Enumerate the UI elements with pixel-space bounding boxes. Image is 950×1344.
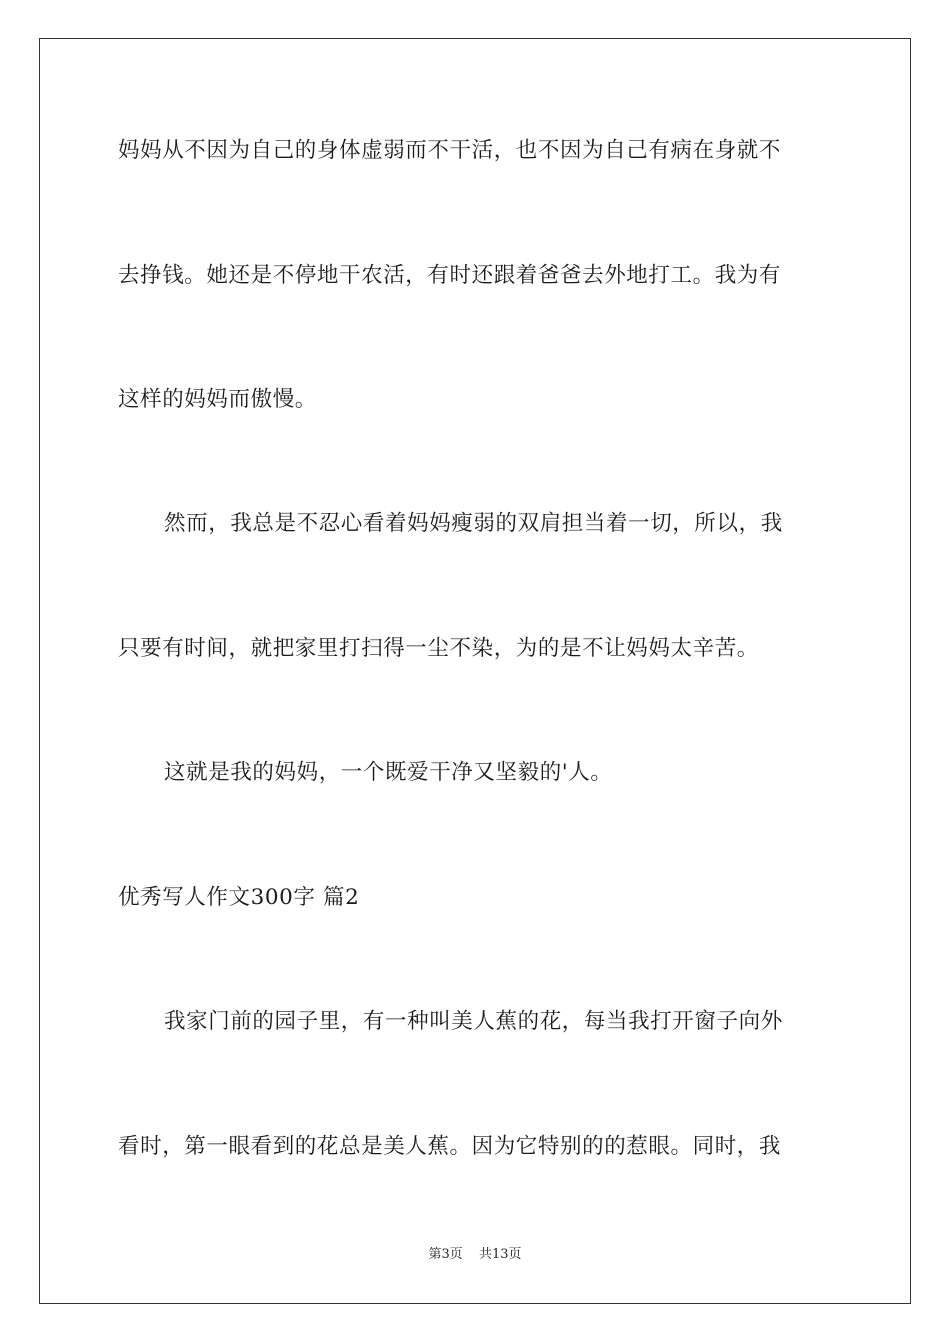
body-line-5: 只要有时间，就把家里打扫得一尘不染，为的是不让妈妈太辛苦。 [118, 636, 759, 661]
body-line-6: 这就是我的妈妈，一个既爱干净又坚毅的'人。 [164, 760, 613, 785]
body-line-8: 我家门前的园子里，有一种叫美人蕉的花，每当我打开窗子向外 [164, 1009, 783, 1034]
body-line-2: 去挣钱。她还是不停地干农活，有时还跟着爸爸去外地打工。我为有 [118, 263, 782, 288]
page-number: 第3页 [428, 1247, 463, 1262]
body-line-3: 这样的妈妈而傲慢。 [118, 387, 317, 412]
body-line-4: 然而，我总是不忍心看着妈妈瘦弱的双肩担当着一切，所以，我 [164, 511, 783, 536]
page-border [39, 38, 911, 1304]
page-total: 共13页 [478, 1247, 522, 1262]
body-line-9: 看时，第一眼看到的花总是美人蕉。因为它特别的的惹眼。同时，我 [118, 1134, 782, 1159]
body-line-1: 妈妈从不因为自己的身体虚弱而不干活，也不因为自己有病在身就不 [118, 138, 782, 163]
section-heading: 优秀写人作文300字 篇2 [118, 885, 360, 910]
page-footer [0, 1246, 950, 1264]
